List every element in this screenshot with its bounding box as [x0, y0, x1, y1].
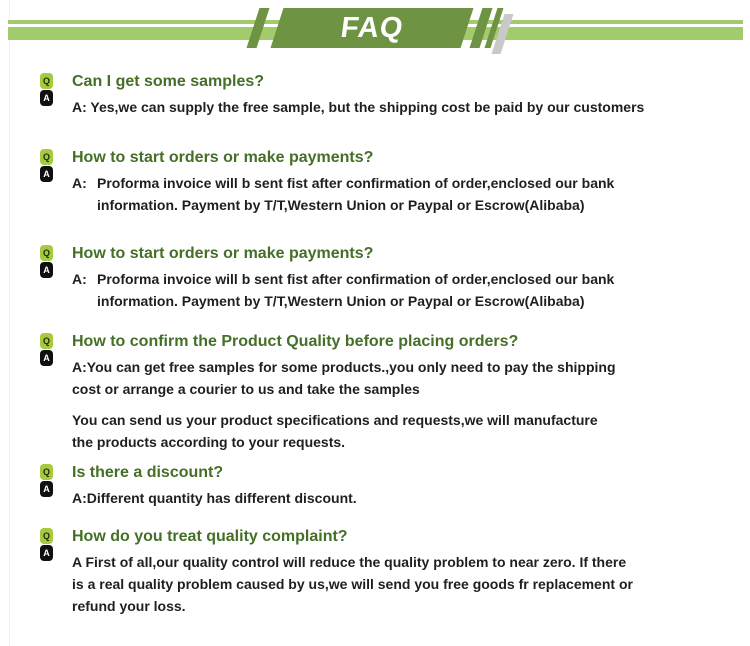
- question-text: Can I get some samples?: [72, 73, 265, 90]
- q-badge-icon: Q: [40, 73, 53, 89]
- answer-line: information. Payment by T/T,Western Union or Paypal or Escrow(Alibaba): [97, 293, 585, 309]
- faq-item-quality-complaint: [0, 527, 750, 617]
- answer-line: A:Different quantity has different discount.: [72, 490, 357, 506]
- q-badge-icon: Q: [40, 464, 53, 480]
- answer-text: [72, 356, 750, 453]
- answer-line: cost or arrange a courier to us and take the samples: [72, 381, 420, 397]
- answer-line: is a real quality problem caused by us,we will send you free goods fr replacement or: [72, 576, 633, 592]
- faq-item-product-quality: [0, 332, 750, 453]
- answer-line: the products according to your requests.: [72, 434, 346, 450]
- answer-line: information. Payment by T/T,Western Union or Paypal or Escrow(Alibaba): [97, 197, 585, 213]
- faq-item-orders-payments-1: [0, 148, 750, 216]
- answer-line: A First of all,our quality control will reduce the quality problem to near zero. If there: [72, 554, 627, 570]
- a-badge-icon: A: [40, 166, 53, 182]
- answer-line: A: Yes,we can supply the free sample, but the shipping cost be paid by our customers: [72, 99, 645, 115]
- answer-text: [72, 172, 750, 216]
- answer-text: [72, 487, 750, 509]
- a-badge-icon: A: [40, 481, 53, 497]
- q-badge-icon: Q: [40, 333, 53, 349]
- answer-line: Proforma invoice will b sent fist after confirmation of order,enclosed our bank: [97, 271, 615, 287]
- a-badge-icon: A: [40, 90, 53, 106]
- answer-extra-paragraph: [72, 409, 750, 453]
- answer-text: [72, 268, 750, 312]
- answer-text: [72, 551, 750, 617]
- answer-line: Proforma invoice will b sent fist after confirmation of order,enclosed our bank: [97, 175, 615, 191]
- answer-line: A:You can get free samples for some products.,you only need to pay the shipping: [72, 359, 616, 375]
- answer-line: refund your loss.: [72, 598, 186, 614]
- question-text: How to start orders or make payments?: [72, 245, 374, 262]
- answer-prefix: A:: [72, 271, 87, 287]
- faq-item-samples: [0, 72, 750, 118]
- q-badge-icon: Q: [40, 528, 53, 544]
- faq-item-discount: [0, 463, 750, 509]
- question-text: How to confirm the Product Quality before placing orders?: [72, 333, 519, 350]
- page-title: FAQ: [338, 11, 406, 44]
- q-badge-icon: Q: [40, 245, 53, 261]
- faq-item-orders-payments-2: [0, 244, 750, 312]
- answer-text: [72, 96, 750, 118]
- question-text: Is there a discount?: [72, 464, 224, 481]
- a-badge-icon: A: [40, 262, 53, 278]
- faq-banner: [271, 8, 474, 48]
- faq-header: [0, 0, 750, 62]
- a-badge-icon: A: [40, 545, 53, 561]
- question-text: How to start orders or make payments?: [72, 149, 374, 166]
- answer-prefix: A:: [72, 175, 87, 191]
- answer-line: You can send us your product specifications and requests,we will manufacture: [72, 412, 598, 428]
- faq-list: [0, 62, 750, 617]
- question-text: How do you treat quality complaint?: [72, 528, 348, 545]
- a-badge-icon: A: [40, 350, 53, 366]
- q-badge-icon: Q: [40, 149, 53, 165]
